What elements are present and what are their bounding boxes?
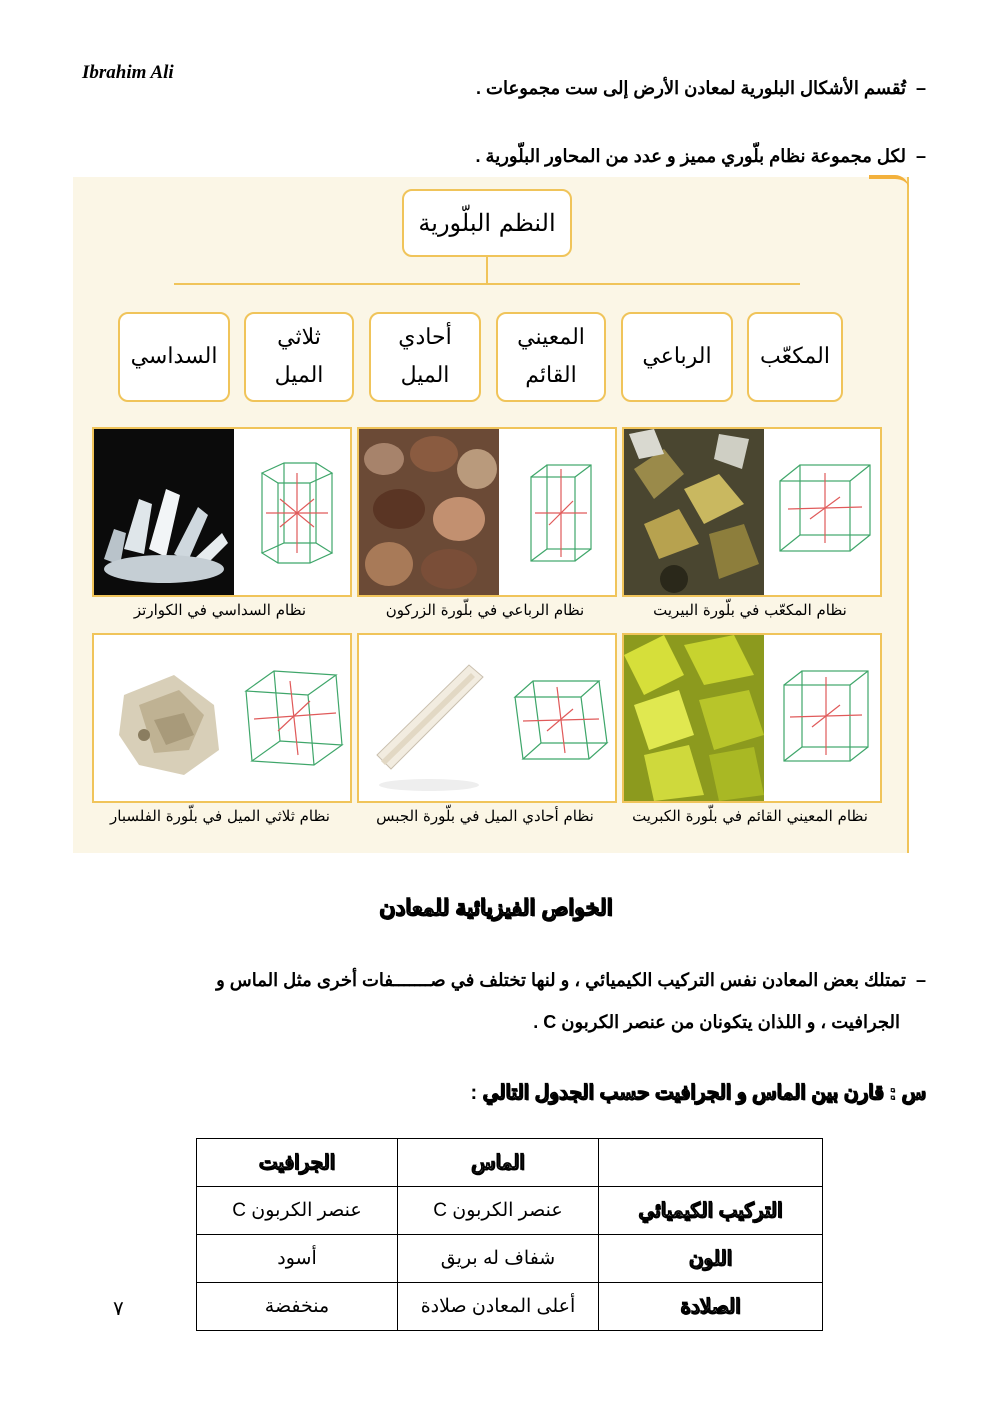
- intro-text-2: لكل مجموعة نظام بلّوري مميز و عدد من المحاور البلّورية .: [475, 146, 906, 166]
- diamond-cell: أعلى المعادن صلادة: [398, 1283, 599, 1331]
- gypsum-photo: [359, 635, 499, 801]
- hexagonal-axes-diagram: [236, 429, 350, 595]
- monoclinic-axes-diagram: [501, 635, 615, 801]
- intro-text-1: تُقسم الأشكال البلورية لمعادن الأرض إلى ست مجموعات .: [476, 78, 906, 98]
- crystal-systems-figure: [73, 177, 909, 853]
- page-number: ٧: [113, 1296, 124, 1320]
- cubic-axes-diagram: [766, 429, 880, 595]
- graphite-cell: منخفضة: [197, 1283, 398, 1331]
- system-label: السداسي: [130, 344, 218, 369]
- card-triclinic: [92, 633, 352, 803]
- feldspar-photo: [94, 635, 234, 801]
- card-cubic: [622, 427, 882, 597]
- header-cell-diamond: الماس: [398, 1139, 599, 1187]
- sulfur-photo: [624, 635, 764, 801]
- intro-line-1: [476, 78, 926, 99]
- zircon-photo: [359, 429, 499, 595]
- system-label: أحادي: [398, 325, 452, 350]
- caption-tetragonal: نظام الرباعي في بلّورة الزركون: [385, 601, 585, 619]
- graphite-cell: أسود: [197, 1235, 398, 1283]
- author-name: Ibrahim Ali: [82, 62, 174, 83]
- connector: [486, 255, 488, 283]
- graphite-cell: عنصر الكربون C: [197, 1187, 398, 1235]
- connector: [174, 283, 800, 285]
- table-row: [197, 1283, 823, 1331]
- system-box-tetragonal: [621, 312, 733, 402]
- system-label: الميل: [400, 363, 450, 388]
- caption-cubic: نظام المكعّب في بلّورة البيريت: [653, 601, 847, 619]
- paragraph-line-1: [66, 958, 926, 1002]
- caption-hexagonal: نظام السداسي في الكوارتز: [133, 601, 307, 619]
- card-orthorhombic: [622, 633, 882, 803]
- dash: –: [915, 970, 926, 990]
- row-label: اللون: [599, 1235, 823, 1283]
- card-monoclinic: [357, 633, 617, 803]
- dash: –: [915, 146, 926, 166]
- row-label: الصلادة: [599, 1283, 823, 1331]
- system-box-hexagonal: [118, 312, 230, 402]
- card-tetragonal: [357, 427, 617, 597]
- system-label: المعيني: [517, 325, 585, 350]
- quartz-photo: [94, 429, 234, 595]
- diamond-cell: عنصر الكربون C: [398, 1187, 599, 1235]
- card-hexagonal: [92, 427, 352, 597]
- intro-line-2: [476, 146, 926, 167]
- triclinic-axes-diagram: [236, 635, 350, 801]
- tetragonal-axes-diagram: [501, 429, 615, 595]
- question-prefix: س :: [889, 1082, 926, 1104]
- table-row: [197, 1187, 823, 1235]
- question-line: [470, 1080, 926, 1105]
- system-box-monoclinic: [369, 312, 481, 402]
- system-box-orthorhombic: [496, 312, 606, 402]
- pyrite-photo: [624, 429, 764, 595]
- paragraph-text-1: تمتلك بعض المعادن نفس التركيب الكيميائي ، و لنها تختلف في صـــــــفات أخرى مثل الماس و: [216, 970, 906, 990]
- system-label: القائم: [525, 363, 577, 388]
- row-label: التركيب الكيميائي: [599, 1187, 823, 1235]
- system-label: ثلاثي: [277, 325, 321, 350]
- system-label: الميل: [274, 363, 324, 388]
- caption-orthorhombic: نظام المعيني القائم في بلّورة الكبريت: [632, 807, 868, 825]
- orthorhombic-axes-diagram: [766, 635, 880, 801]
- system-label: الرباعي: [642, 344, 712, 369]
- figure-title-box: النظم البلّورية: [402, 189, 572, 257]
- section-heading: الخواص الفيزيائية للمعادن: [379, 895, 613, 920]
- system-label: المكعّب: [760, 344, 830, 369]
- caption-monoclinic: نظام أحادي الميل في بلّورة الجبس: [376, 807, 594, 825]
- question-text: قارن بين الماس و الجرافيت حسب الجدول التالي: [482, 1082, 884, 1104]
- header-cell-empty: [599, 1139, 823, 1187]
- system-box-cubic: [747, 312, 843, 402]
- dash: –: [915, 78, 926, 98]
- diamond-cell: شفاف له بريق: [398, 1235, 599, 1283]
- system-box-triclinic: [244, 312, 354, 402]
- paragraph-line-2: الجرافيت ، و اللذان يتكونان من عنصر الكربون C .: [533, 1012, 900, 1032]
- question-suffix: :: [470, 1082, 478, 1104]
- comparison-table: [196, 1138, 823, 1331]
- caption-triclinic: نظام ثلاثي الميل في بلّورة الفلسبار: [110, 807, 330, 825]
- table-row: [197, 1235, 823, 1283]
- panel-corner: [869, 175, 909, 189]
- header-cell-graphite: الجرافيت: [197, 1139, 398, 1187]
- table-header-row: [197, 1139, 823, 1187]
